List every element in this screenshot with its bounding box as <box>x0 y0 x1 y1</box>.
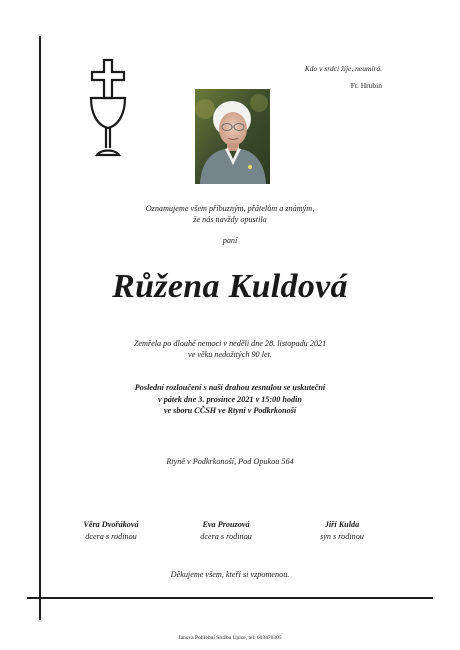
announcement-line: Oznamujeme všem příbuzným, přátelům a známým, <box>145 204 315 213</box>
quote-author: Fr. Hrubin <box>350 81 382 90</box>
address: Rtyně v Podkrkonoší, Pod Opukou 564 <box>166 457 294 466</box>
funeral-info-line: Poslední rozloučení s naší drahou zesnulou se uskuteční <box>134 383 326 392</box>
death-info <box>90 338 370 360</box>
funeral-info-line: v pátek dne 3. prosince 2021 v 15:00 hodin <box>158 394 302 404</box>
horizontal-border-line <box>27 597 433 599</box>
announcement-text <box>100 203 360 225</box>
cross-chalice-icon <box>87 58 129 160</box>
death-info-line: Zemřela po dlouhé nemoci v neděli dne 28. listopadu 2021 <box>133 339 327 348</box>
mourner-name: Věra Dvořáková <box>83 520 139 529</box>
funeral-info-line: ve sboru CČSH ve Rtyni v Podkrkonoší <box>163 406 297 415</box>
death-info-line: ve věku nedožitých 90 let. <box>188 350 272 359</box>
announcement-line: že nás navždy opustila <box>193 215 267 224</box>
mourner-entry <box>282 519 402 543</box>
funeral-info <box>80 382 380 417</box>
mourner-relation: dcera s rodinou <box>200 532 252 541</box>
thanks-text: Děkujeme všem, kteří si vzpomenou. <box>170 570 290 579</box>
mourner-relation: dcera s rodinou <box>85 532 137 541</box>
deceased-portrait-photo <box>195 89 270 184</box>
mourner-name: Eva Prouzová <box>202 520 250 529</box>
vertical-border-line <box>39 36 41 620</box>
funeral-service-footer: Janovа Pohřební Služba Úpice, tel: 603470305 <box>178 635 282 641</box>
mourner-entry <box>51 519 171 543</box>
salutation: paní <box>222 236 238 245</box>
mourner-entry <box>166 519 286 543</box>
deceased-name: Růžena Kuldová <box>112 268 348 305</box>
mourner-name: Jiří Kulda <box>324 520 360 529</box>
memorial-quote: Kdo v srdci žije, neumírá. <box>304 64 382 73</box>
mourner-relation: syn s rodinou <box>320 532 364 541</box>
